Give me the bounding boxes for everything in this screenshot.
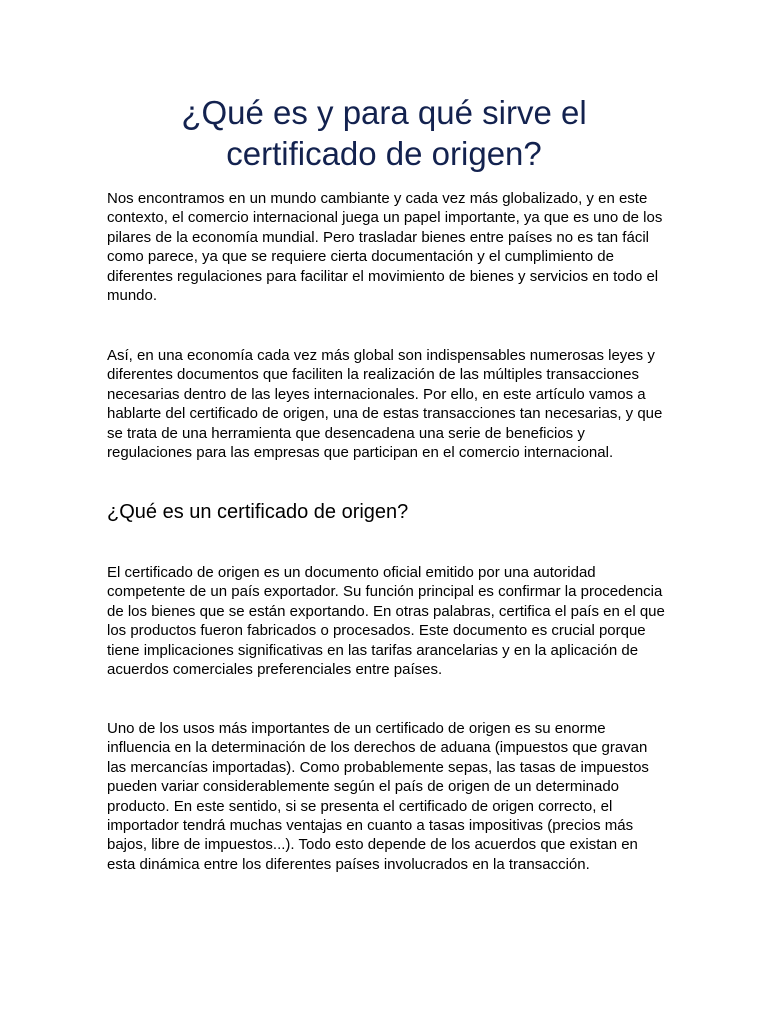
customs-paragraph: Uno de los usos más importantes de un certificado de origen es su enorme influencia en la determinación de los derechos de aduana (impuestos que gravan las mercancías importadas). Como probablemente sepas, las tasas de impuestos pueden variar considerablemente según el país de origen de un determinado producto. En este sentido, si se presenta el certificado de origen correcto, el importador tendrá muchas ventajas en cuanto a tasas impositivas (precios más bajos, libre de impuestos...). Todo esto depende de los acuerdos que existan en esta dinámica entre los diferentes países involucrados en la transacción.: [107, 720, 649, 873]
context-paragraph: Así, en una economía cada vez más global son indispensables numerosas leyes y diferentes documentos que faciliten la realización de las múltiples transacciones necesarias dentro de las leyes internacionales. Por ello, en este artículo vamos a hablarte del certificado de origen, una de estas transacciones tan necesarias, y que se trata de una herramienta que desencadena una serie de beneficios y regulaciones para las empresas que participan en el comercio internacional.: [107, 347, 663, 462]
intro-paragraph: Nos encontramos en un mundo cambiante y cada vez más globalizado, y en este contexto, el comercio internacional juega un papel importante, ya que es uno de los pilares de la economía mundial. Pero trasladar bienes entre países no es tan fácil como parece, ya que se requiere cierta documentación y el cumplimiento de diferentes regulaciones para facilitar el movimiento de bienes y servicios en todo el mundo.: [107, 190, 663, 305]
definition-paragraph: El certificado de origen es un documento oficial emitido por una autoridad competente de un país exportador. Su función principal es confirmar la procedencia de los bienes que se están exportando. En otras palabras, certifica el país en el que los productos fueron fabricados o procesados. Este documento es crucial porque tiene implicaciones significativas en las tarifas arancelarias y en la aplicación de acuerdos comerciales preferenciales entre países.: [107, 564, 665, 679]
section-heading: ¿Qué es un certificado de origen?: [107, 501, 409, 523]
document-title: ¿Qué es y para qué sirve el certificado de origen?: [181, 94, 587, 172]
